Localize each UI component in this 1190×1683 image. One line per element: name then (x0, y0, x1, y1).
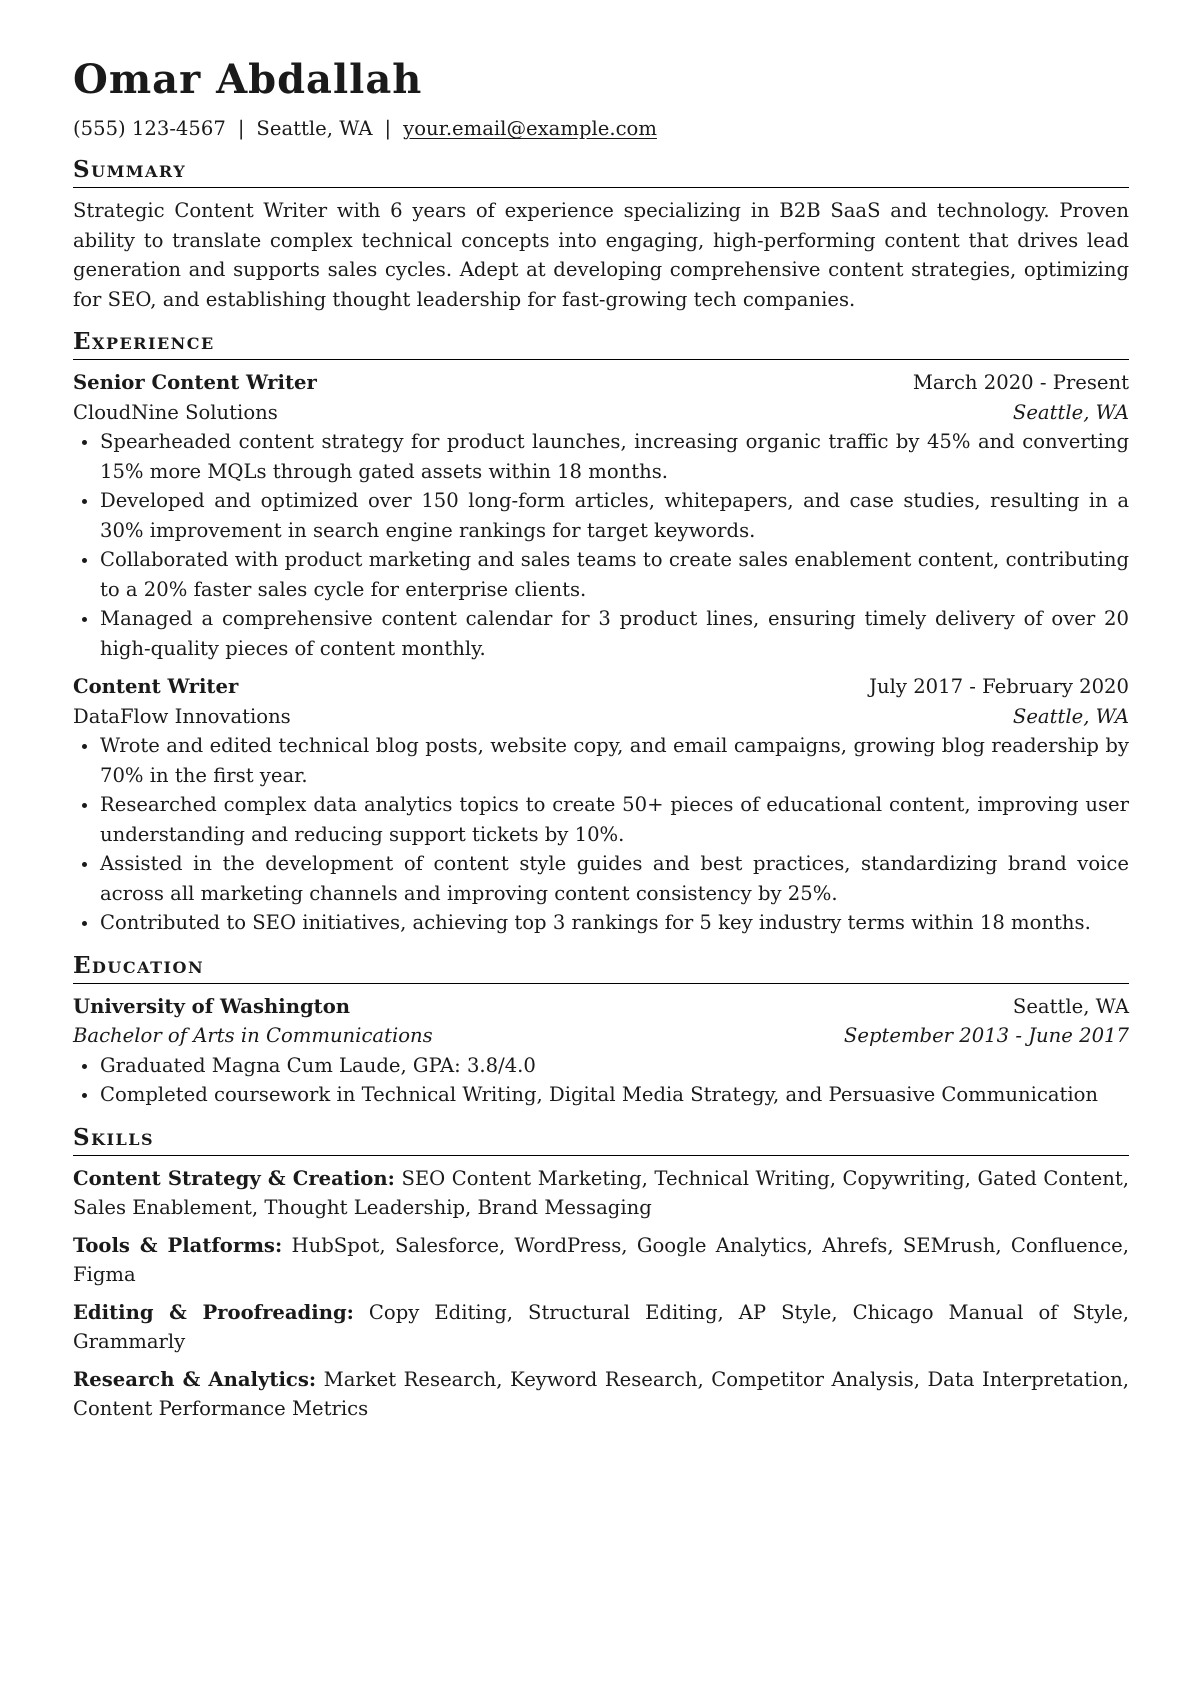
job-entry (73, 672, 1129, 938)
job-dates: July 2017 - February 2020 (869, 675, 1129, 698)
job-header-row (73, 672, 1129, 702)
contact-separator: | (384, 117, 392, 140)
email-link[interactable]: your.email@example.com (403, 117, 657, 140)
education-degree-row (73, 1021, 1129, 1051)
resume-content (73, 56, 1129, 1432)
skill-group (73, 1298, 1129, 1357)
location: Seattle, WA (256, 117, 373, 140)
bullet-item: Researched complex data analytics topics to create 50+ pieces of educational content, improving user understanding and reducing support tickets by 10%. (73, 790, 1129, 849)
job-company-row (73, 398, 1129, 428)
school-name: University of Washington (73, 994, 351, 1018)
bullet-item: Completed coursework in Technical Writing, Digital Media Strategy, and Persuasive Communication (73, 1080, 1129, 1110)
skill-group (73, 1365, 1129, 1424)
job-entry (73, 368, 1129, 663)
skill-group-items: HubSpot, Salesforce, WordPress, Google Analytics, Ahrefs, SEMrush, Confluence, Figma (73, 1233, 1129, 1286)
section-title-skills: Skills (73, 1124, 1129, 1156)
candidate-name: Omar Abdallah (73, 56, 423, 103)
job-company-row (73, 702, 1129, 732)
job-location: Seattle, WA (1012, 400, 1129, 424)
education-dates: September 2013 - June 2017 (843, 1024, 1129, 1047)
job-title: Content Writer (73, 675, 239, 698)
bullet-item: Assisted in the development of content style guides and best practices, standardizing brand voice across all marketing channels and improving content consistency by 25%. (73, 849, 1129, 908)
contact-separator: | (237, 117, 245, 140)
job-header-row (73, 368, 1129, 398)
degree-name: Bachelor of Arts in Communications (73, 1024, 433, 1047)
job-dates: March 2020 - Present (912, 371, 1129, 394)
bullet-item: Graduated Magna Cum Laude, GPA: 3.8/4.0 (73, 1051, 1129, 1081)
skill-group (73, 1164, 1129, 1223)
job-bullets (73, 427, 1129, 663)
skill-group-label: Editing & Proofreading: (73, 1300, 354, 1324)
skills-section (73, 1124, 1129, 1424)
job-title: Senior Content Writer (73, 371, 317, 394)
phone-number: (555) 123-4567 (73, 117, 226, 140)
summary-section (73, 156, 1129, 314)
bullet-item: Developed and optimized over 150 long-form articles, whitepapers, and case studies, resulting in a 30% improvement in search engine rankings for target keywords. (73, 486, 1129, 545)
experience-section (73, 328, 1129, 938)
section-title-summary: Summary (73, 156, 1129, 188)
job-location: Seattle, WA (1012, 704, 1129, 728)
bullet-item: Managed a comprehensive content calendar for 3 product lines, ensuring timely delivery of over 20 high-quality pieces of content monthly. (73, 604, 1129, 663)
school-location: Seattle, WA (1012, 994, 1129, 1018)
company-name: DataFlow Innovations (73, 704, 291, 728)
skill-group-label: Research & Analytics: (73, 1367, 317, 1391)
summary-text: Strategic Content Writer with 6 years of experience specializing in B2B SaaS and technology. Proven ability to translate complex technical concepts into engaging, high-performing content that drives lead generation and supports sales cycles. Adept at developing comprehensive content strategies, optimizing for SEO, and establishing thought leadership for fast-growing tech companies. (73, 199, 1129, 311)
skill-group-items: SEO Content Marketing, Technical Writing, Copywriting, Gated Content, Sales Enablement, Thought Leadership, Brand Messaging (73, 1166, 1129, 1219)
contact-line (73, 116, 1129, 142)
skill-group-items: Market Research, Keyword Research, Competitor Analysis, Data Interpretation, Content Performance Metrics (73, 1367, 1130, 1420)
skill-group (73, 1231, 1129, 1290)
bullet-item: Collaborated with product marketing and sales teams to create sales enablement content, contributing to a 20% faster sales cycle for enterprise clients. (73, 545, 1129, 604)
skill-group-items: Copy Editing, Structural Editing, AP Style, Chicago Manual of Style, Grammarly (73, 1300, 1129, 1353)
section-title-education: Education (73, 952, 1129, 984)
bullet-item: Contributed to SEO initiatives, achieving top 3 rankings for 5 key industry terms within 18 months. (73, 908, 1129, 938)
bullet-item: Wrote and edited technical blog posts, website copy, and email campaigns, growing blog readership by 70% in the first year. (73, 731, 1129, 790)
skill-group-label: Tools & Platforms: (73, 1233, 283, 1257)
bullet-item: Spearheaded content strategy for product launches, increasing organic traffic by 45% and converting 15% more MQLs through gated assets within 18 months. (73, 427, 1129, 486)
job-bullets (73, 731, 1129, 938)
education-bullets (73, 1051, 1129, 1110)
education-section (73, 952, 1129, 1110)
company-name: CloudNine Solutions (73, 400, 278, 424)
section-title-experience: Experience (73, 328, 1129, 360)
education-header-row (73, 992, 1129, 1022)
skill-group-label: Content Strategy & Creation: (73, 1166, 395, 1190)
